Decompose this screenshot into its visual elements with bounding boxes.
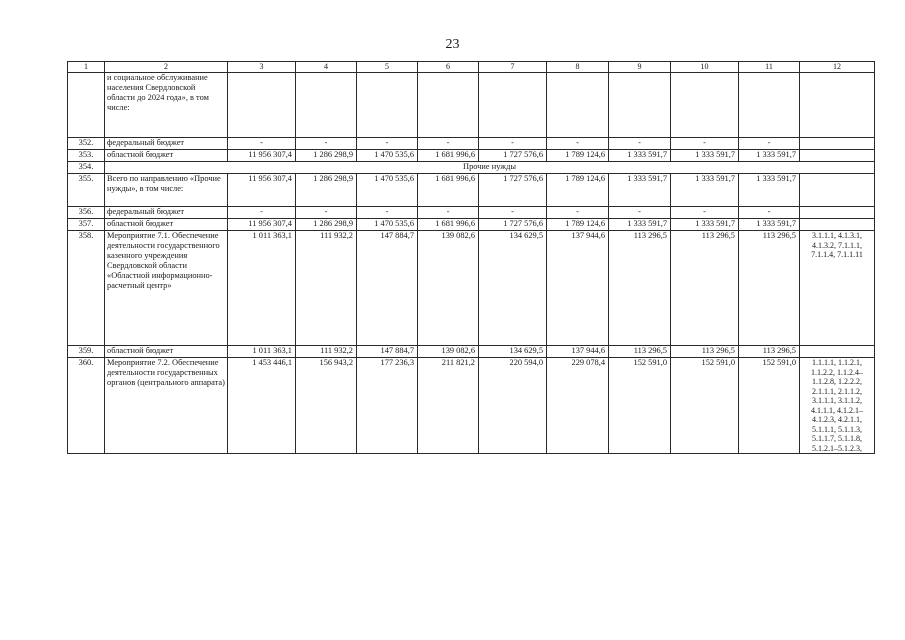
target-codes: [800, 73, 875, 138]
value-cell: 1 286 298,9: [296, 150, 357, 162]
table-row: [68, 358, 875, 454]
value-cell: 229 078,4: [547, 358, 609, 454]
value-cell: -: [357, 138, 418, 150]
value-cell: -: [357, 207, 418, 219]
row-index: 355.: [68, 174, 105, 207]
value-cell: 113 296,5: [671, 231, 739, 346]
value-cell: 147 884,7: [357, 231, 418, 346]
value-cell: -: [739, 207, 800, 219]
value-cell: 1 011 363,1: [228, 346, 296, 358]
row-name: федеральный бюджет: [105, 207, 228, 219]
value-cell: 113 296,5: [671, 346, 739, 358]
column-header: 7: [479, 62, 547, 73]
row-name: и социальное обслуживание населения Свердловской области до 2024 года», в том числе:: [105, 73, 228, 138]
value-cell: [228, 73, 296, 138]
column-header: 2: [105, 62, 228, 73]
value-cell: 1 333 591,7: [671, 174, 739, 207]
target-codes: 1.1.1.1, 1.1.2.1, 1.1.2.2, 1.1.2.4–1.1.2.8, 1.2.2.2, 2.1.1.1, 2.1.1.2, 3.1.1.1, 3.1.1.2, 4.1.1.1, 4.1.2.1–4.1.2.3, 4.2.1.1, 5.1.1.1, 5.1.1.3, 5.1.1.7, 5.1.1.8, 5.1.2.1–5.1.2.3,: [800, 358, 875, 454]
value-cell: 1 470 535,6: [357, 150, 418, 162]
column-header: 9: [609, 62, 671, 73]
value-cell: 156 943,2: [296, 358, 357, 454]
row-index: 357.: [68, 219, 105, 231]
value-cell: 1 789 124,6: [547, 174, 609, 207]
value-cell: 137 944,6: [547, 231, 609, 346]
value-cell: 1 333 591,7: [609, 174, 671, 207]
value-cell: 1 333 591,7: [671, 219, 739, 231]
row-index: 356.: [68, 207, 105, 219]
row-index: 353.: [68, 150, 105, 162]
column-header: 5: [357, 62, 418, 73]
value-cell: 1 333 591,7: [609, 219, 671, 231]
target-codes: [800, 207, 875, 219]
value-cell: [357, 73, 418, 138]
value-cell: 113 296,5: [609, 231, 671, 346]
value-cell: 1 470 535,6: [357, 219, 418, 231]
value-cell: -: [296, 207, 357, 219]
value-cell: -: [479, 138, 547, 150]
value-cell: [609, 73, 671, 138]
table-row: [68, 150, 875, 162]
value-cell: 113 296,5: [739, 346, 800, 358]
value-cell: 11 956 307,4: [228, 174, 296, 207]
value-cell: 220 594,0: [479, 358, 547, 454]
column-header: 12: [800, 62, 875, 73]
value-cell: 137 944,6: [547, 346, 609, 358]
value-cell: 113 296,5: [739, 231, 800, 346]
value-cell: 1 333 591,7: [671, 150, 739, 162]
row-name: областной бюджет: [105, 346, 228, 358]
value-cell: 1 681 996,6: [418, 219, 479, 231]
table-row: [68, 231, 875, 346]
value-cell: [671, 73, 739, 138]
column-header: 10: [671, 62, 739, 73]
row-index: 354.: [68, 162, 105, 174]
value-cell: -: [228, 138, 296, 150]
table-row: [68, 174, 875, 207]
value-cell: 152 591,0: [671, 358, 739, 454]
target-codes: [800, 219, 875, 231]
row-name: Всего по направлению «Прочие нужды», в том числе:: [105, 174, 228, 207]
value-cell: -: [479, 207, 547, 219]
value-cell: [739, 73, 800, 138]
value-cell: 1 286 298,9: [296, 174, 357, 207]
value-cell: -: [609, 207, 671, 219]
row-index: 352.: [68, 138, 105, 150]
table-row: [68, 207, 875, 219]
value-cell: 1 789 124,6: [547, 150, 609, 162]
target-codes: [800, 346, 875, 358]
value-cell: -: [609, 138, 671, 150]
value-cell: 1 011 363,1: [228, 231, 296, 346]
value-cell: -: [739, 138, 800, 150]
target-codes: [800, 174, 875, 207]
value-cell: 1 681 996,6: [418, 174, 479, 207]
value-cell: 152 591,0: [609, 358, 671, 454]
value-cell: -: [547, 207, 609, 219]
value-cell: -: [671, 207, 739, 219]
value-cell: 111 932,2: [296, 346, 357, 358]
value-cell: 1 727 576,6: [479, 174, 547, 207]
value-cell: 11 956 307,4: [228, 150, 296, 162]
value-cell: -: [547, 138, 609, 150]
row-index: 360.: [68, 358, 105, 454]
value-cell: 1 333 591,7: [609, 150, 671, 162]
column-number-row: [68, 62, 875, 73]
column-header: 6: [418, 62, 479, 73]
value-cell: [479, 73, 547, 138]
column-header: 4: [296, 62, 357, 73]
row-name: областной бюджет: [105, 150, 228, 162]
value-cell: 134 629,5: [479, 231, 547, 346]
row-name: Мероприятие 7.1. Обеспечение деятельности государственного казенного учреждения Свердловской области «Областной информационно-расчетный центр»: [105, 231, 228, 346]
page-number: 23: [445, 37, 460, 52]
value-cell: -: [228, 207, 296, 219]
value-cell: 152 591,0: [739, 358, 800, 454]
value-cell: 1 453 446,1: [228, 358, 296, 454]
target-codes: [800, 138, 875, 150]
target-codes: 3.1.1.1, 4.1.3.1, 4.1.3.2, 7.1.1.1, 7.1.1.4, 7.1.1.11: [800, 231, 875, 346]
row-index: 358.: [68, 231, 105, 346]
value-cell: [296, 73, 357, 138]
value-cell: 139 082,6: [418, 231, 479, 346]
table-body: [68, 73, 875, 454]
table-row: [68, 138, 875, 150]
value-cell: 147 884,7: [357, 346, 418, 358]
table-row: [68, 219, 875, 231]
value-cell: 139 082,6: [418, 346, 479, 358]
column-header: 11: [739, 62, 800, 73]
table-row: [68, 73, 875, 138]
value-cell: 1 286 298,9: [296, 219, 357, 231]
row-name: федеральный бюджет: [105, 138, 228, 150]
value-cell: [547, 73, 609, 138]
column-header: 3: [228, 62, 296, 73]
value-cell: 113 296,5: [609, 346, 671, 358]
target-codes: [800, 150, 875, 162]
budget-table: [67, 61, 875, 454]
value-cell: 1 333 591,7: [739, 219, 800, 231]
value-cell: 11 956 307,4: [228, 219, 296, 231]
column-header: 8: [547, 62, 609, 73]
row-index: [68, 73, 105, 138]
value-cell: 134 629,5: [479, 346, 547, 358]
value-cell: [418, 73, 479, 138]
value-cell: 1 333 591,7: [739, 150, 800, 162]
table-row: [68, 346, 875, 358]
value-cell: 177 236,3: [357, 358, 418, 454]
value-cell: 1 727 576,6: [479, 150, 547, 162]
table-row: [68, 162, 875, 174]
value-cell: 1 789 124,6: [547, 219, 609, 231]
value-cell: -: [671, 138, 739, 150]
value-cell: 1 727 576,6: [479, 219, 547, 231]
value-cell: 211 821,2: [418, 358, 479, 454]
value-cell: 111 932,2: [296, 231, 357, 346]
row-name: Мероприятие 7.2. Обеспечение деятельности государственных органов (центрального аппарата): [105, 358, 228, 454]
value-cell: -: [418, 207, 479, 219]
value-cell: 1 681 996,6: [418, 150, 479, 162]
row-name: областной бюджет: [105, 219, 228, 231]
value-cell: -: [418, 138, 479, 150]
value-cell: 1 470 535,6: [357, 174, 418, 207]
column-header: 1: [68, 62, 105, 73]
value-cell: 1 333 591,7: [739, 174, 800, 207]
row-index: 359.: [68, 346, 105, 358]
value-cell: -: [296, 138, 357, 150]
section-heading: Прочие нужды: [105, 162, 875, 174]
